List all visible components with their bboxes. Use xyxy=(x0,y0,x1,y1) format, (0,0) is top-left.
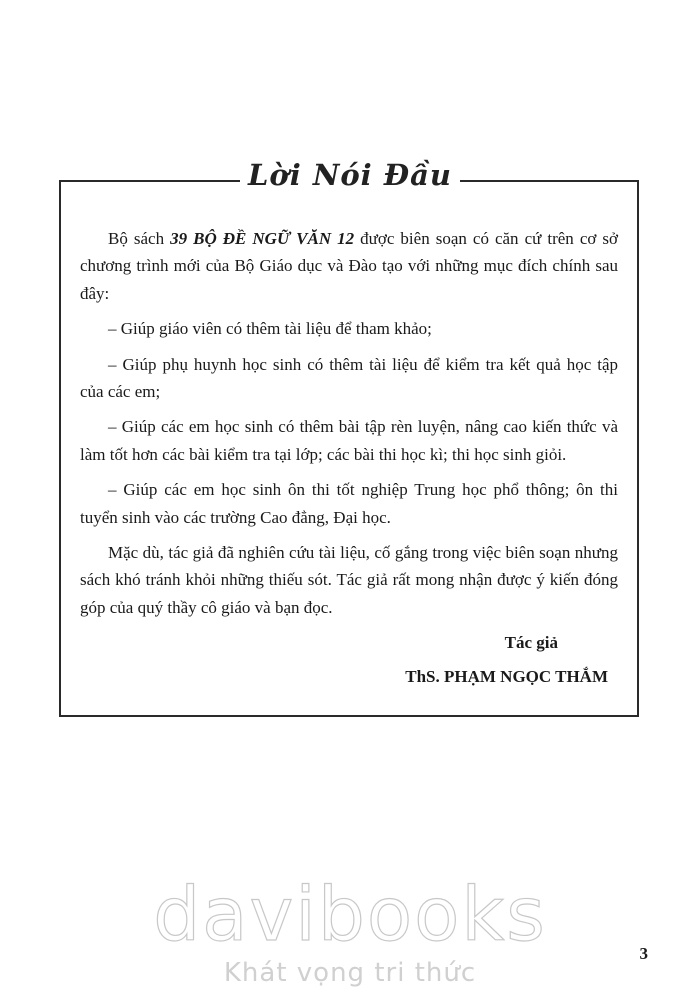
intro-text-after: được biên soạn có căn cứ trên cơ sở chương trình mới của Bộ Giáo dục và Đào tạo với những mục đích chính sau đây: xyxy=(80,229,618,303)
author-name: ThS. PHẠM NGỌC THẮM xyxy=(405,666,608,686)
preface-body xyxy=(80,225,618,690)
book-title: 39 BỘ ĐỀ NGỮ VĂN 12 xyxy=(170,229,355,248)
purpose-item: – Giúp các em học sinh có thêm bài tập rèn luyện, nâng cao kiến thức và làm tốt hơn các bài kiểm tra tại lớp; các bài thi học kì; thi học sinh giỏi. xyxy=(80,417,618,464)
author-role: Tác giả xyxy=(504,633,558,653)
preface-heading-text: Lời Nói Đầu xyxy=(240,158,460,192)
purpose-item: – Giúp giáo viên có thêm tài liệu để tham khảo; xyxy=(108,319,432,339)
watermark-tagline: Khát vọng tri thức xyxy=(223,958,477,988)
purpose-item: – Giúp các em học sinh ôn thi tốt nghiệp Trung học phổ thông; ôn thi tuyển sinh vào các trường Cao đẳng, Đại học. xyxy=(80,480,618,527)
preface-heading xyxy=(0,158,700,192)
closing-paragraph: Mặc dù, tác giả đã nghiên cứu tài liệu, cố gắng trong việc biên soạn nhưng sách khó tránh khỏi những thiếu sót. Tác giả rất mong nhận được ý kiến đóng góp của quý thầy cô giáo và bạn đọc. xyxy=(80,543,618,617)
intro-paragraph xyxy=(80,225,618,307)
purpose-item: – Giúp phụ huynh học sinh có thêm tài liệu để kiểm tra kết quả học tập của các em; xyxy=(80,354,618,402)
page-number: 3 xyxy=(639,944,648,963)
watermark-logo: davibooks xyxy=(153,872,547,958)
intro-text-before: Bộ sách xyxy=(108,229,171,248)
author-signature xyxy=(80,629,618,690)
